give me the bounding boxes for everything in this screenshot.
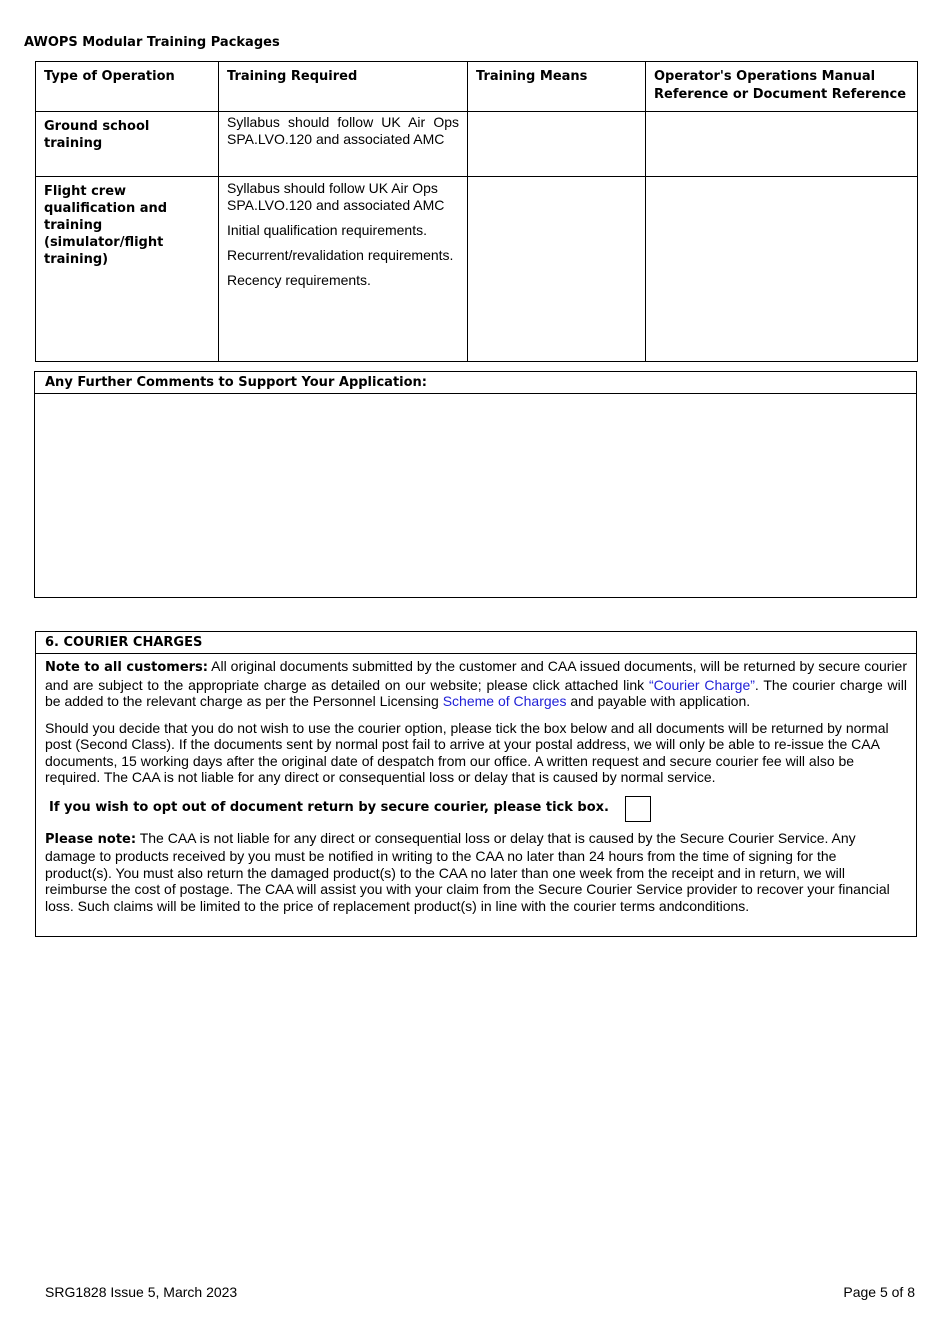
note-text: All original documents submitted by the customer and CAA issued documents, will be returned by secure courier and are subject to the appropriate charge as detailed on our website; please click attached link	[45, 658, 907, 693]
please-note-text: The CAA is not liable for any direct or consequential loss or delay that is caused by the Secure Courier Service. Any damage to products received by you must be notified in writing to the CAA no later than 24 hours from the time of signing for the product(s). You must also return the damaged product(s) to the CAA no later than one week from the receipt and in return, we will reimburse the cost of postage. The CAA will assist you with your claim from the Secure Courier Service provider to recover your financial loss. Such claims will be limited to the price of replacement product(s) in line with the courier terms andconditions.	[45, 829, 890, 914]
please-note-label: Please note:	[45, 831, 137, 847]
optout-row	[49, 796, 907, 822]
comments-field[interactable]	[35, 394, 916, 594]
training-means-field[interactable]	[468, 112, 646, 177]
requirement-text: Syllabus should follow UK Air Ops SPA.LVO.120 and associated AMC	[227, 114, 459, 147]
note-label: Note to all customers:	[45, 660, 208, 675]
courier-section	[35, 631, 917, 937]
please-note	[45, 830, 907, 915]
requirement-text: Recurrent/revalidation requirements.	[227, 247, 454, 263]
courier-charge-link[interactable]: “Courier Charge”	[648, 676, 755, 693]
courier-heading: 6. COURIER CHARGES	[36, 632, 916, 654]
requirement-text: Initial qualification requirements.	[227, 222, 427, 238]
header-type-of-operation: Type of Operation	[36, 62, 219, 112]
footer-page-number: Page 5 of 8	[843, 1284, 915, 1300]
footer-doc-ref: SRG1828 Issue 5, March 2023	[45, 1284, 238, 1300]
table-row	[36, 177, 918, 362]
optout-checkbox[interactable]	[625, 796, 651, 822]
training-required-cell	[219, 112, 468, 177]
training-table	[35, 61, 918, 362]
training-required-cell	[219, 177, 468, 362]
courier-note	[45, 658, 907, 710]
manual-reference-field[interactable]	[646, 177, 918, 362]
scheme-of-charges-link[interactable]: Scheme of Charges	[442, 693, 567, 709]
training-means-field[interactable]	[468, 177, 646, 362]
table-row	[36, 112, 918, 177]
comments-section	[34, 371, 917, 598]
section-title: AWOPS Modular Training Packages	[24, 35, 280, 50]
comments-label: Any Further Comments to Support Your Application:	[35, 372, 916, 394]
requirement-text: Recency requirements.	[227, 272, 371, 288]
requirement-text: Syllabus should follow UK Air Ops SPA.LVO.120 and associated AMC	[227, 180, 445, 213]
table-header-row	[36, 62, 918, 112]
note-text: . The courier charge will be added to the relevant charge as per the Personnel Licensing	[45, 676, 907, 709]
header-training-means: Training Means	[468, 62, 646, 112]
type-of-operation-cell: Ground school training	[36, 112, 219, 177]
header-manual-reference: Operator's Operations Manual Reference or Document Reference	[646, 62, 918, 112]
manual-reference-field[interactable]	[646, 112, 918, 177]
type-of-operation-cell: Flight crew qualification and training (simulator/flight training)	[36, 177, 219, 362]
optout-label: If you wish to opt out of document return by secure courier, please tick box.	[49, 800, 609, 816]
note-text: and payable with application.	[566, 693, 751, 709]
courier-paragraph: Should you decide that you do not wish to use the courier option, please tick the box below and all documents will be returned by normal post (Second Class). If the documents sent by normal post fail to arrive at your postal address, we will only be able to re-issue the CAA documents, 15 working days after the original date of despatch from our office. A written request and secure courier fee will also be required. The CAA is not liable for any direct or consequential loss or delay that is caused by normal service.	[45, 719, 889, 785]
header-training-required: Training Required	[219, 62, 468, 112]
